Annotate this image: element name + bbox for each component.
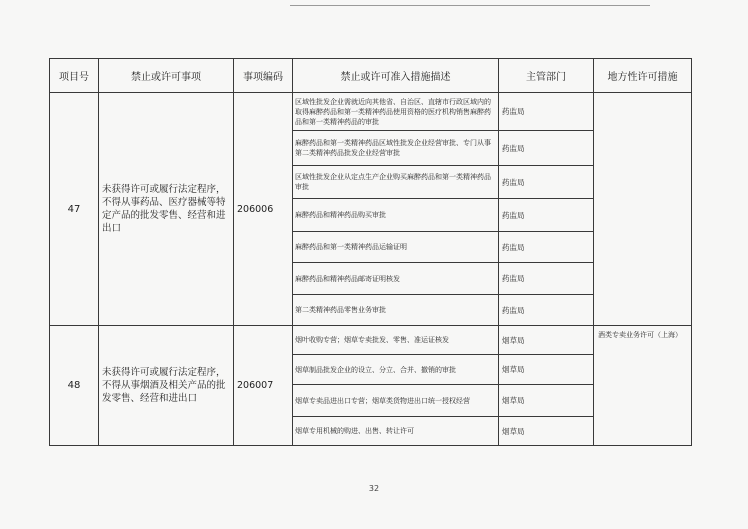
- header-item-name: 禁止或许可事项: [99, 59, 234, 93]
- table-row: [50, 93, 692, 131]
- row-48-measure-3: 烟草专卖品进出口专营；烟草类货物进出口统一授权经营: [293, 385, 499, 417]
- row-47-dept-6: 药监局: [499, 263, 594, 295]
- row-47-dept-5: 药监局: [499, 232, 594, 263]
- row-47-measure-3: 区域性批发企业从定点生产企业购买麻醉药品和第一类精神药品审批: [293, 166, 499, 199]
- row-47-local-permit: [594, 93, 692, 326]
- row-48-code: 206007: [234, 326, 293, 446]
- row-48-local-permit: 酒类专卖业务许可（上海）: [594, 326, 692, 446]
- header-measure-desc: 禁止或许可准入措施描述: [293, 59, 499, 93]
- row-47-dept-7: 药监局: [499, 295, 594, 326]
- row-48-measure-1: 烟叶收购专营；烟草专卖批发、零售、准运证核发: [293, 326, 499, 355]
- row-47-item: 未获得许可或履行法定程序，不得从事药品、医疗器械等特定产品的批发零售、经营和进出口: [99, 93, 234, 326]
- row-48-dept-3: 烟草局: [499, 385, 594, 417]
- row-48-dept-2: 烟草局: [499, 355, 594, 385]
- row-47-measure-4: 麻醉药品和精神药品购买审批: [293, 199, 499, 232]
- row-47-dept-4: 药监局: [499, 199, 594, 232]
- row-47-measure-1: 区域性批发企业需就近向其他省、自治区、直辖市行政区域内的取得麻醉药品和第一类精神药品使用资格的医疗机构销售麻醉药品和第一类精神药品的审批: [293, 93, 499, 131]
- row-47-dept-2: 药监局: [499, 131, 594, 166]
- row-47-no: 47: [50, 93, 99, 326]
- header-item-no: 项目号: [50, 59, 99, 93]
- row-48-measure-2: 烟草制品批发企业的设立、分立、合并、撤销的审批: [293, 355, 499, 385]
- permit-table: [49, 58, 692, 446]
- header-department: 主管部门: [499, 59, 594, 93]
- row-48-item: 未获得许可或履行法定程序，不得从事烟酒及相关产品的批发零售、经营和进出口: [99, 326, 234, 446]
- row-48-measure-4: 烟草专用机械的购进、出售、转让许可: [293, 417, 499, 446]
- header-item-code: 事项编码: [234, 59, 293, 93]
- row-48-no: 48: [50, 326, 99, 446]
- row-47-measure-6: 麻醉药品和精神药品邮寄证明核发: [293, 263, 499, 295]
- page-number: 32: [368, 484, 380, 493]
- row-47-measure-5: 麻醉药品和第一类精神药品运输证明: [293, 232, 499, 263]
- header-local-permit: 地方性许可措施: [594, 59, 692, 93]
- row-48-dept-1: 烟草局: [499, 326, 594, 355]
- top-rule: [290, 5, 650, 6]
- row-47-measure-2: 麻醉药品和第一类精神药品区域性批发企业经营审批、专门从事第二类精神药品批发企业经营审批: [293, 131, 499, 166]
- table-row: [50, 326, 692, 355]
- row-48-dept-4: 烟草局: [499, 417, 594, 446]
- row-47-dept-3: 药监局: [499, 166, 594, 199]
- row-47-code: 206006: [234, 93, 293, 326]
- table-header-row: [50, 59, 692, 93]
- row-47-measure-7: 第二类精神药品零售业务审批: [293, 295, 499, 326]
- row-47-dept-1: 药监局: [499, 93, 594, 131]
